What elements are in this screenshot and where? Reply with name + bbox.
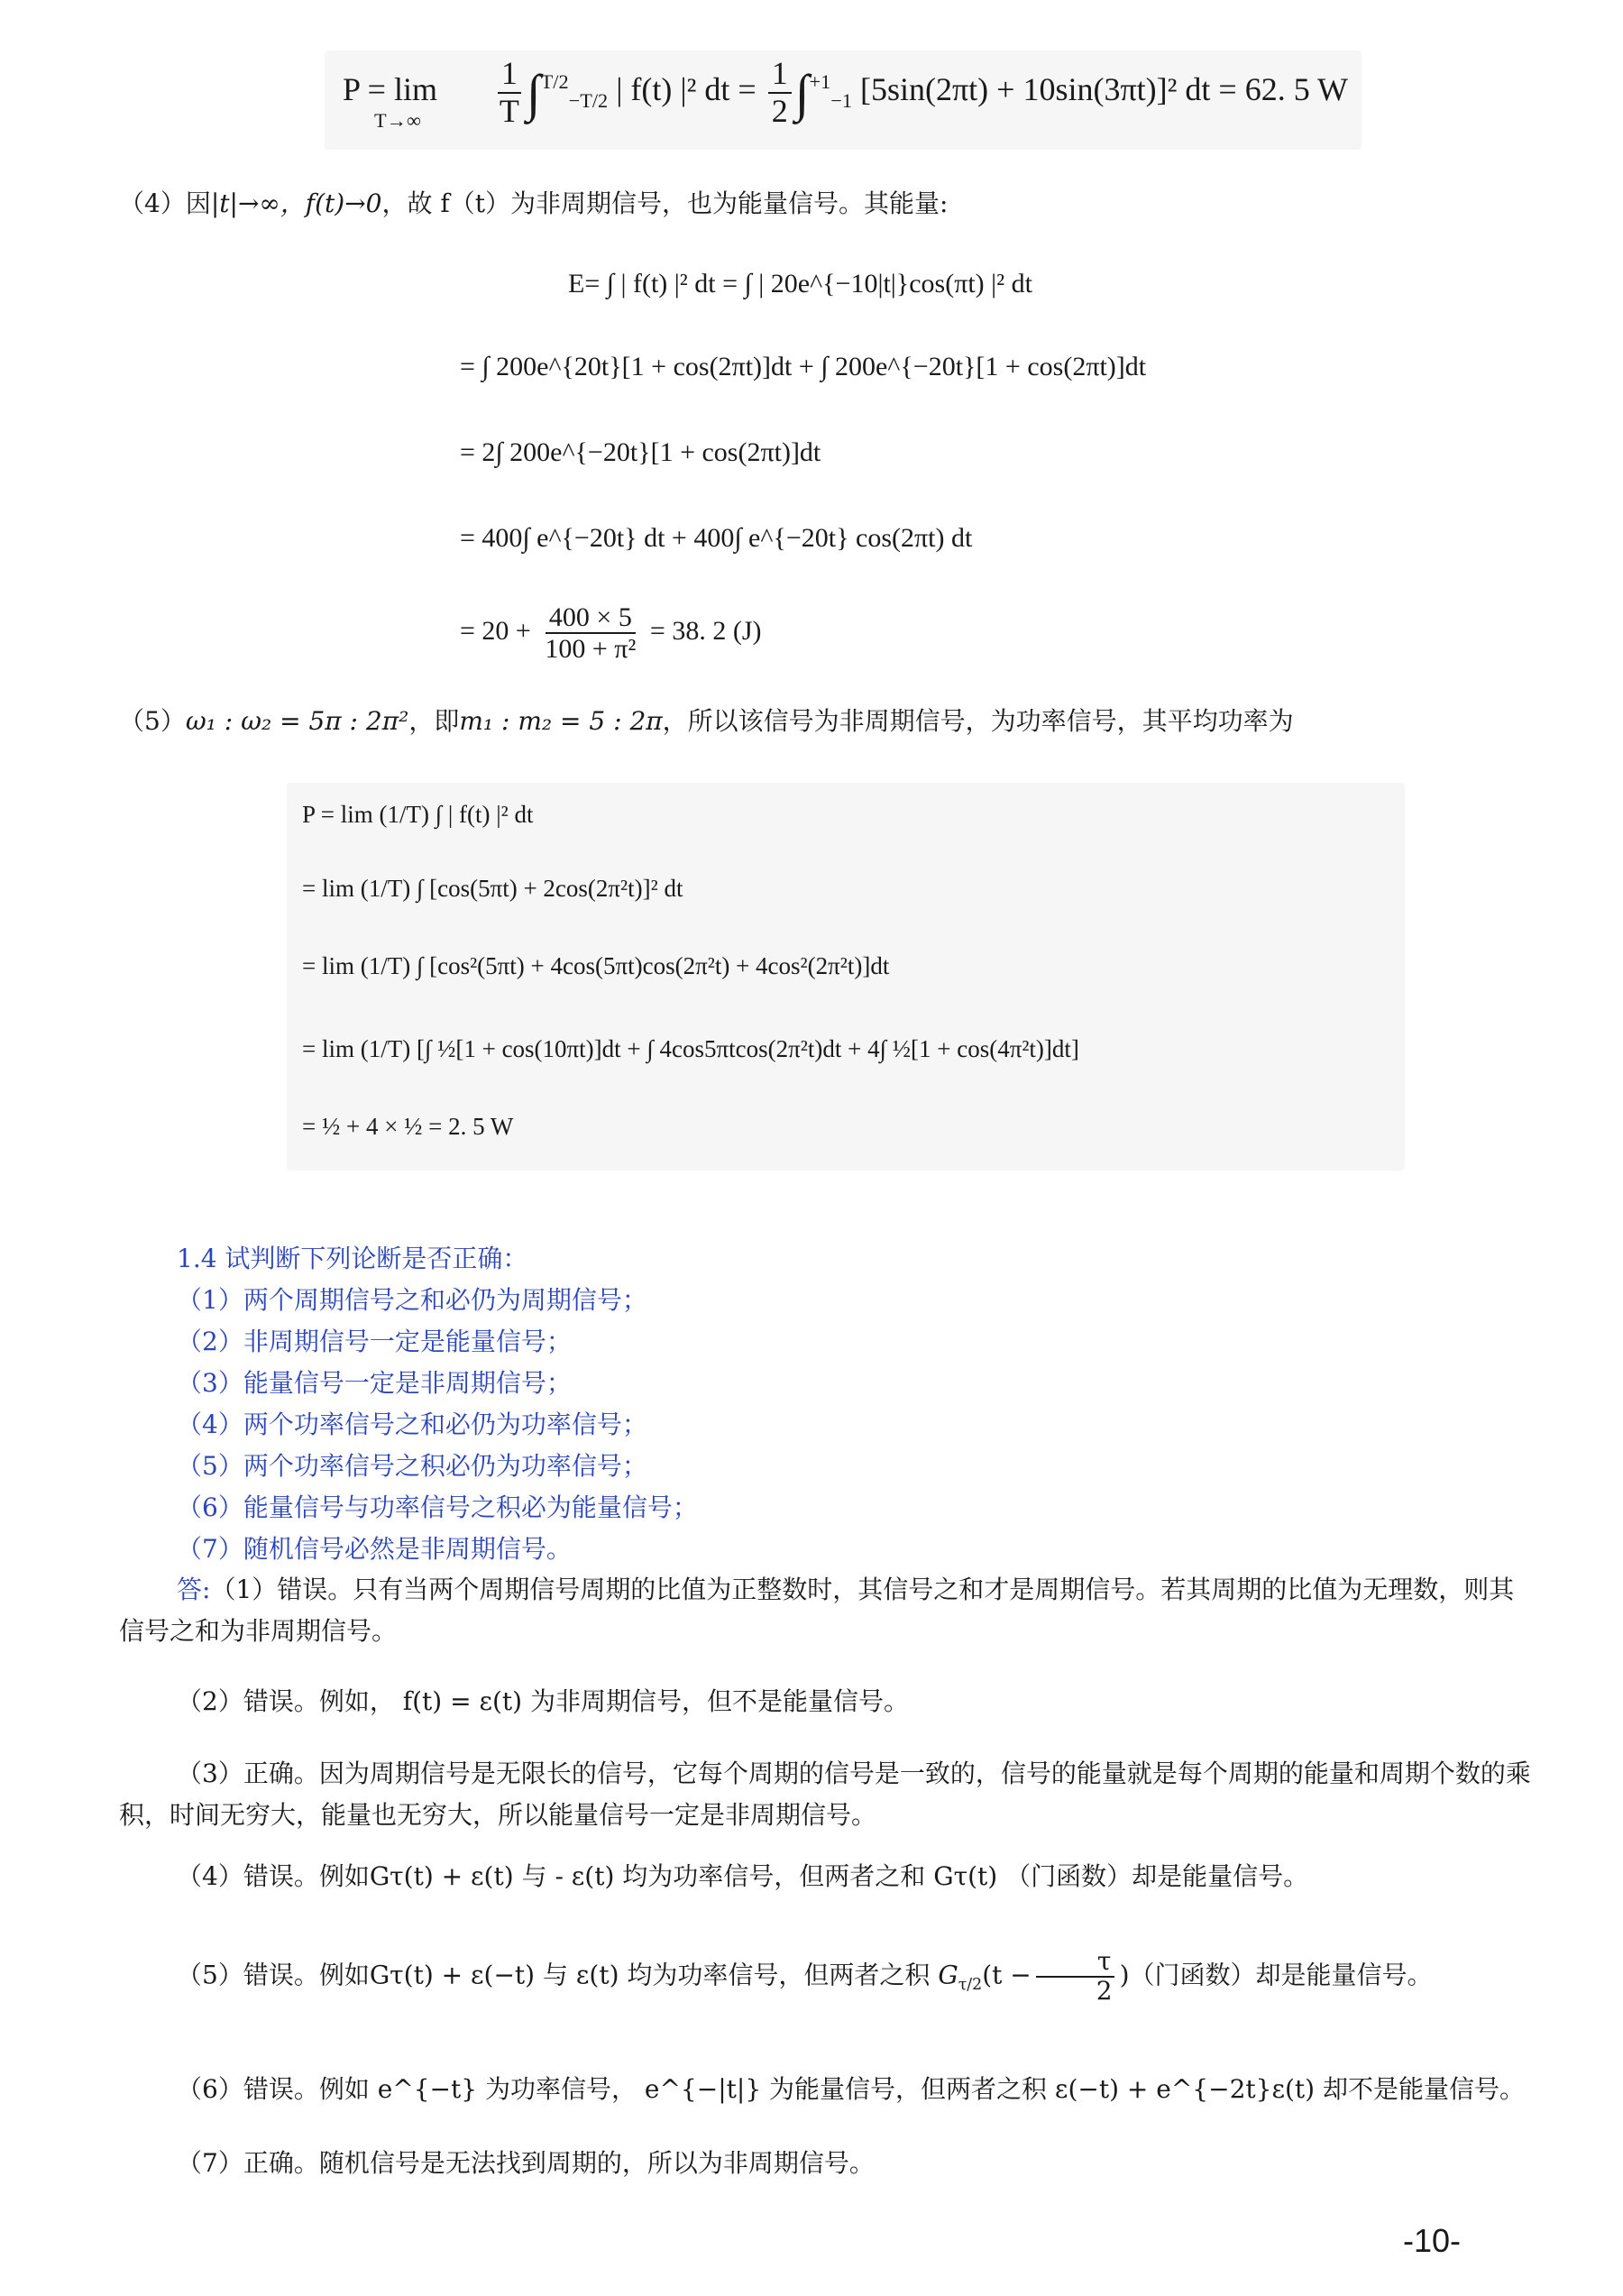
integral-sign: ∫ — [794, 65, 810, 123]
int-lower: −T/2 — [568, 89, 609, 113]
power-line-4: = lim (1/T) [∫ ½[1 + cos(10πt)]dt + ∫ 4cos5πtcos(2π²t)dt + 4∫ ½[1 + cos(4π²t)]dt] — [302, 1035, 1079, 1062]
power-equation-top — [343, 55, 1349, 133]
answer-5-after: )（门函数）却是能量信号。 — [1119, 1960, 1433, 1990]
question-item-3: （3）能量信号一定是非周期信号； — [177, 1368, 572, 1398]
question-item-2: （2）非周期信号一定是能量信号； — [177, 1327, 572, 1356]
question-title: 1.4 试判断下列论断是否正确： — [177, 1244, 528, 1273]
power-line-1: P = lim (1/T) ∫ | f(t) |² dt — [302, 801, 534, 828]
answer-5 — [119, 1948, 1535, 2006]
eq-lhs: P = lim — [343, 70, 437, 107]
int2-upper: +1 — [809, 69, 831, 93]
eq-frac — [496, 56, 523, 129]
line5-den: 100 + π² — [545, 634, 637, 664]
answer-1-text: （1）错误。只有当两个周期信号周期的比值为正整数时，其信号之和才是周期信号。若其周期的比值为无理数，则其信号之和为非周期信号。 — [119, 1575, 1515, 1646]
answer-label: 答: — [177, 1575, 211, 1604]
eq-frac-num: 1 — [498, 56, 521, 94]
answer-1 — [119, 1569, 1535, 1652]
answer-4: （4）错误。例如Gτ(t) + ε(t) 与 - ε(t) 均为功率信号，但两者之和 Gτ(t) （门函数）却是能量信号。 — [177, 1861, 1309, 1891]
answer-5-frac-num: τ — [1036, 1948, 1115, 1978]
question-item-4: （4）两个功率信号之和必仍为功率信号； — [177, 1410, 647, 1439]
question-item-1: （1）两个周期信号之和必仍为周期信号； — [177, 1285, 647, 1315]
int2-lower: −1 — [830, 89, 852, 113]
energy-line-1: E= ∫ | f(t) |² dt = ∫ | 20e^{−10|t|}cos(πt) |² dt — [568, 269, 1032, 298]
answer-3: （3）正确。因为周期信号是无限长的信号，它每个周期的信号是一致的，信号的能量就是每个周期的能量和周期个数的乘积，时间无穷大，能量也无穷大，所以能量信号一定是非周期信号。 — [119, 1759, 1531, 1830]
answer-2: （2）错误。例如， f(t) = ε(t) 为非周期信号，但不是能量信号。 — [177, 1686, 909, 1716]
energy-line-2: = ∫ 200e^{20t}[1 + cos(2πt)]dt + ∫ 200e^{−20t}[1 + cos(2πt)]dt — [460, 352, 1147, 381]
item5-intro — [119, 702, 1535, 741]
energy-line-3: = 2∫ 200e^{−20t}[1 + cos(2πt)]dt — [460, 437, 821, 467]
answer-7: （7）正确。随机信号是无法找到周期的，所以为非周期信号。 — [177, 2148, 875, 2178]
line5-frac — [541, 602, 639, 664]
question-item-5: （5）两个功率信号之积必仍为功率信号； — [177, 1451, 647, 1481]
eq-frac-den: T — [499, 92, 519, 129]
eq-limit: T→∞ — [374, 109, 421, 133]
energy-line-5 — [460, 602, 761, 664]
item4-math: |t|→∞，f(t)→0 — [210, 188, 382, 218]
item5-mid: ，即 — [408, 706, 460, 736]
eq-half-num: 1 — [768, 56, 792, 94]
page-number: -10- — [1403, 2222, 1462, 2259]
item4-prefix: （4）因 — [119, 188, 211, 218]
power-line-5: = ½ + 4 × ½ = 2. 5 W — [302, 1113, 514, 1140]
answer-5-frac-den: 2 — [1096, 1975, 1113, 2006]
answer-5-gate: G — [938, 1960, 958, 1990]
item5-prefix: （5） — [119, 706, 186, 736]
question-item-7: （7）随机信号必然是非周期信号。 — [177, 1534, 572, 1564]
eq-rhs: [5sin(2πt) + 10sin(3πt)]² dt = 62. 5 W — [859, 70, 1349, 107]
int-upper: T/2 — [540, 69, 569, 93]
item5-suffix: ，所以该信号为非周期信号，为功率信号，其平均功率为 — [662, 706, 1294, 736]
item4-suffix: ，故 f（t）为非周期信号，也为能量信号。其能量: — [381, 188, 949, 218]
item4-intro — [119, 184, 1535, 224]
line5-prefix: = 20 + — [460, 615, 531, 646]
answer-5-arg: (t − — [982, 1960, 1032, 1990]
answer-6: （6）错误。例如 e^{−t} 为功率信号， e^{−|t|} 为能量信号，但两者之积 ε(−t) + e^{−2t}ε(t) 却不是能量信号。 — [177, 2074, 1525, 2104]
eq-integrand: | f(t) |² dt = — [616, 70, 756, 107]
answer-5-frac — [1035, 1948, 1116, 2006]
item5-math2: m₁ : m₂ = 5 : 2π — [459, 706, 663, 736]
answer-5-sub: τ/2 — [958, 1975, 983, 1994]
energy-line-4: = 400∫ e^{−20t} dt + 400∫ e^{−20t} cos(2πt) dt — [460, 523, 973, 553]
item5-math1: ω₁ : ω₂ = 5π : 2π² — [185, 706, 409, 736]
eq-half-den: 2 — [771, 92, 788, 129]
integral-sign: ∫ — [526, 65, 541, 123]
power-line-2: = lim (1/T) ∫ [cos(5πt) + 2cos(2π²t)]² dt — [302, 875, 683, 902]
eq-half — [768, 56, 792, 129]
line5-num: 400 × 5 — [546, 602, 636, 634]
question-item-6: （6）能量信号与功率信号之积必为能量信号； — [177, 1492, 698, 1522]
power-line-3: = lim (1/T) ∫ [cos²(5πt) + 4cos(5πt)cos(2π²t) + 4cos²(2π²t)]dt — [302, 952, 890, 979]
line5-suffix: = 38. 2 (J) — [649, 615, 762, 646]
answer-5-before: （5）错误。例如Gτ(t) + ε(−t) 与 ε(t) 均为功率信号，但两者之积 — [177, 1960, 931, 1990]
